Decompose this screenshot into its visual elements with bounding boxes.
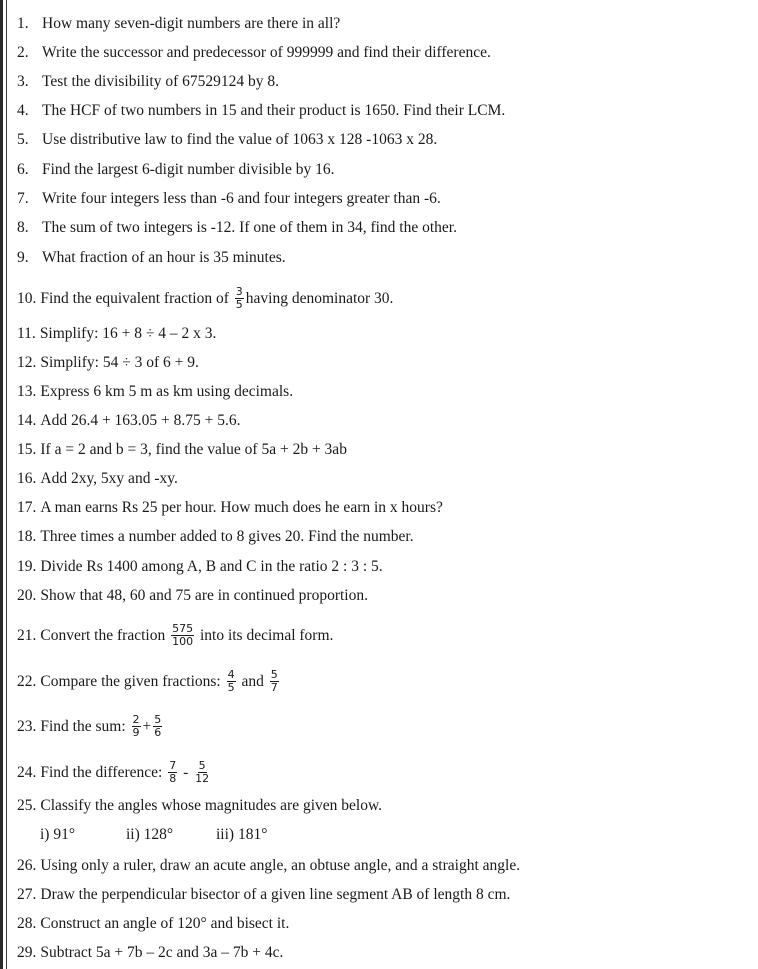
question-number: 6.	[17, 161, 29, 178]
question-number: 7.	[17, 190, 29, 207]
question-16	[17, 470, 178, 488]
question-15	[17, 441, 347, 459]
question-10	[17, 287, 393, 312]
denominator: 7	[270, 681, 278, 694]
question-18	[17, 528, 414, 546]
question-text: Subtract 5a + 7b – 2c and 3a – 7b + 4c.	[40, 944, 284, 961]
question-text: Add 26.4 + 163.05 + 8.75 + 5.6.	[40, 412, 241, 429]
question-19	[17, 558, 383, 576]
question-text: Show that 48, 60 and 75 are in continued proportion.	[40, 587, 368, 604]
question-text: having denominator 30.	[245, 290, 394, 308]
question-text: Construct an angle of 120° and bisect it.	[40, 915, 290, 932]
question-number: 17.	[17, 499, 37, 516]
question-text: Test the divisibility of 67529124 by 8.	[42, 73, 280, 90]
question-text: Compare the given fractions:	[40, 673, 221, 691]
question-number: 9.	[17, 249, 29, 266]
fraction	[227, 669, 236, 694]
question-text: Using only a ruler, draw an acute angle, an obtuse angle, and a straight angle.	[40, 857, 521, 874]
question-number: 16.	[17, 470, 37, 487]
question-text: Express 6 km 5 m as km using decimals.	[40, 383, 294, 400]
question-23	[17, 715, 164, 740]
fraction	[171, 623, 194, 648]
question-number: 28.	[17, 915, 37, 932]
question-number: 11.	[17, 325, 36, 342]
numerator: 575	[172, 622, 194, 635]
question-number: 24.	[17, 764, 37, 782]
operator: +	[142, 718, 152, 736]
question-13	[17, 383, 293, 401]
denominator: 12	[195, 772, 210, 785]
question-25-subitems	[40, 826, 267, 844]
denominator: 8	[169, 772, 177, 785]
denominator: 9	[132, 726, 140, 739]
question-text: Find the sum:	[40, 718, 126, 736]
question-text: Write four integers less than -6 and four integers greater than -6.	[42, 190, 441, 207]
question-number: 25.	[17, 797, 37, 814]
question-12	[17, 354, 199, 372]
question-number: 19.	[17, 558, 37, 575]
page-border-thick	[0, 0, 3, 969]
fraction	[235, 286, 244, 311]
fraction	[168, 760, 177, 785]
question-2	[17, 44, 491, 62]
question-text: Use distributive law to find the value of 1063 x 128 -1063 x 28.	[42, 131, 438, 148]
question-8	[17, 219, 457, 237]
question-text: Classify the angles whose magnitudes are given below.	[40, 797, 383, 814]
question-text: How many seven-digit numbers are there in all?	[42, 15, 341, 32]
question-3	[17, 73, 279, 91]
question-number: 10.	[17, 290, 37, 308]
question-9	[17, 249, 286, 267]
question-number: 20.	[17, 587, 37, 604]
question-text: A man earns Rs 25 per hour. How much does he earn in x hours?	[40, 499, 443, 516]
question-text: Write the successor and predecessor of 999999 and find their difference.	[42, 44, 491, 61]
question-27	[17, 886, 510, 904]
question-text: The sum of two integers is -12. If one of them in 34, find the other.	[42, 219, 457, 236]
question-1	[17, 15, 340, 33]
question-number: 4.	[17, 102, 29, 119]
question-25	[17, 797, 382, 815]
question-text: Add 2xy, 5xy and -xy.	[40, 470, 178, 487]
fraction	[153, 714, 162, 739]
numerator: 2	[132, 713, 140, 726]
denominator: 6	[154, 726, 162, 739]
question-22	[17, 670, 281, 695]
question-26	[17, 857, 520, 875]
question-text: and	[241, 673, 264, 691]
question-text: Simplify: 54 ÷ 3 of 6 + 9.	[40, 354, 199, 371]
question-number: 2.	[17, 44, 29, 61]
question-text: Convert the fraction	[40, 627, 166, 645]
question-11	[17, 325, 216, 343]
question-24	[17, 761, 212, 786]
question-21	[17, 624, 333, 649]
sub-item: ii) 128°	[126, 826, 174, 843]
fraction	[270, 669, 279, 694]
page-border-thin	[6, 0, 7, 969]
numerator: 3	[235, 285, 243, 298]
question-number: 3.	[17, 73, 29, 90]
denominator: 5	[227, 681, 235, 694]
question-4	[17, 102, 505, 120]
question-5	[17, 131, 437, 149]
question-text: Find the equivalent fraction of	[40, 290, 229, 308]
numerator: 7	[169, 759, 177, 772]
question-text: The HCF of two numbers in 15 and their product is 1650. Find their LCM.	[42, 102, 506, 119]
question-number: 8.	[17, 219, 29, 236]
fraction	[132, 714, 141, 739]
numerator: 5	[270, 668, 278, 681]
question-text: Three times a number added to 8 gives 20. Find the number.	[40, 528, 414, 545]
question-number: 26.	[17, 857, 37, 874]
question-number: 1.	[17, 15, 29, 32]
question-number: 22.	[17, 673, 37, 691]
sub-item: iii) 181°	[216, 826, 268, 843]
sub-item: i) 91°	[40, 826, 76, 843]
question-text: Divide Rs 1400 among A, B and C in the ratio 2 : 3 : 5.	[40, 558, 383, 575]
question-number: 21.	[17, 627, 37, 645]
numerator: 5	[198, 759, 206, 772]
question-number: 13.	[17, 383, 37, 400]
numerator: 5	[154, 713, 162, 726]
question-29	[17, 944, 283, 962]
question-text: What fraction of an hour is 35 minutes.	[42, 249, 286, 266]
question-14	[17, 412, 241, 430]
question-text: Find the largest 6-digit number divisible by 16.	[42, 161, 335, 178]
question-number: 27.	[17, 886, 37, 903]
question-text: If a = 2 and b = 3, find the value of 5a + 2b + 3ab	[40, 441, 347, 458]
question-number: 23.	[17, 718, 37, 736]
question-20	[17, 587, 368, 605]
question-28	[17, 915, 289, 933]
denominator: 5	[235, 298, 243, 311]
question-number: 15.	[17, 441, 37, 458]
question-17	[17, 499, 443, 517]
denominator: 100	[172, 635, 194, 648]
question-number: 14.	[17, 412, 37, 429]
question-number: 18.	[17, 528, 37, 545]
numerator: 4	[227, 668, 235, 681]
question-number: 29.	[17, 944, 37, 961]
question-text: Draw the perpendicular bisector of a given line segment AB of length 8 cm.	[40, 886, 511, 903]
question-7	[17, 190, 441, 208]
operator: -	[183, 764, 189, 782]
question-text: Find the difference:	[40, 764, 163, 782]
question-6	[17, 161, 334, 179]
question-number: 12.	[17, 354, 37, 371]
fraction	[194, 760, 210, 785]
question-text: Simplify: 16 + 8 ÷ 4 – 2 x 3.	[39, 325, 217, 342]
question-text: into its decimal form.	[199, 627, 334, 645]
question-number: 5.	[17, 131, 29, 148]
